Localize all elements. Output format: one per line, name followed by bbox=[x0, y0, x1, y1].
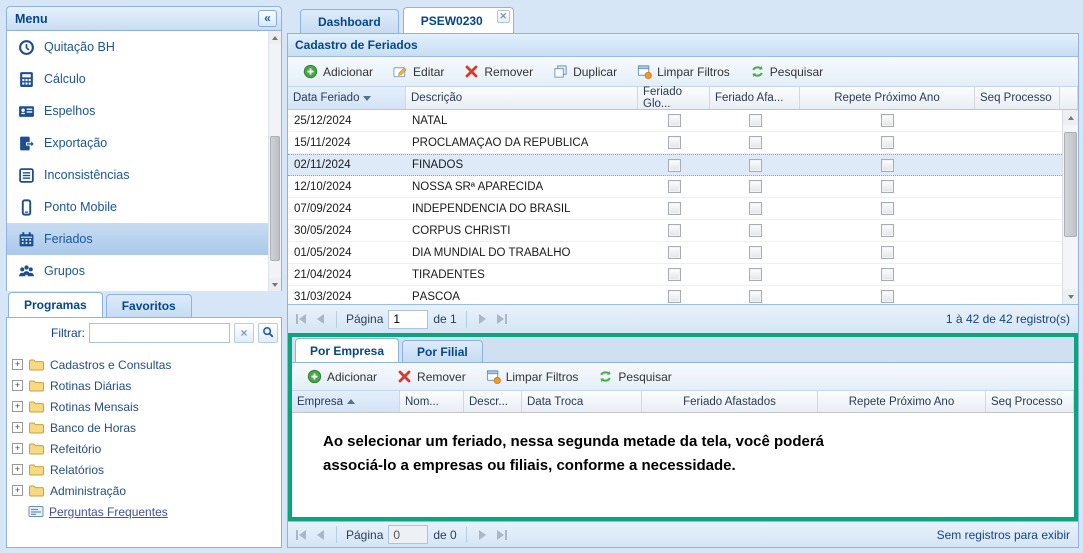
sidebar-tabs bbox=[6, 291, 282, 317]
grid-scrollbar[interactable] bbox=[1062, 110, 1078, 304]
page-input[interactable] bbox=[388, 525, 428, 544]
calendar-icon bbox=[18, 231, 35, 248]
clear-filters-icon bbox=[486, 369, 501, 384]
duplicar-button[interactable] bbox=[544, 61, 626, 82]
filter-clear-icon[interactable]: × bbox=[234, 323, 254, 343]
repete-proximo-ano-checkbox[interactable] bbox=[881, 159, 894, 172]
sidebar-item-inconsistencias[interactable] bbox=[7, 159, 281, 191]
tree-item-relatorios[interactable] bbox=[12, 459, 281, 480]
remove-icon bbox=[397, 369, 412, 384]
repete-proximo-ano-checkbox[interactable] bbox=[881, 290, 894, 303]
table-row[interactable] bbox=[288, 110, 1078, 132]
sidebar-menu bbox=[6, 31, 282, 291]
tree-item-label: Administração bbox=[50, 483, 127, 498]
limpar-filtros-button[interactable] bbox=[477, 366, 588, 387]
tree-item-label: Banco de Horas bbox=[50, 420, 137, 435]
feriado-afastados-checkbox[interactable] bbox=[749, 290, 762, 303]
tree-item-rotinas-diarias[interactable] bbox=[12, 375, 281, 396]
feriado-global-checkbox[interactable] bbox=[668, 202, 681, 215]
column-header-feriado-global[interactable]: Feriado Glo... bbox=[638, 87, 710, 109]
repete-proximo-ano-checkbox[interactable] bbox=[881, 202, 894, 215]
page-input[interactable] bbox=[388, 310, 428, 329]
sort-desc-icon bbox=[363, 96, 371, 101]
button-label: Editar bbox=[413, 64, 445, 79]
repete-proximo-ano-checkbox[interactable] bbox=[881, 246, 894, 259]
column-header-descricao[interactable]: Descr... bbox=[464, 391, 522, 412]
annotation-highlight-box bbox=[288, 333, 1078, 521]
folder-icon bbox=[28, 442, 45, 455]
export-icon bbox=[18, 135, 35, 152]
menu-item-label: Ponto Mobile bbox=[44, 200, 117, 214]
first-page-button[interactable] bbox=[293, 530, 309, 540]
feriado-afastados-checkbox[interactable] bbox=[749, 159, 762, 172]
sidebar-header bbox=[6, 6, 282, 31]
edit-icon bbox=[393, 64, 408, 79]
tab-label: PSEW0230 bbox=[420, 13, 483, 28]
editar-button[interactable] bbox=[384, 61, 453, 82]
records-status: 1 à 42 de 42 registro(s) bbox=[945, 312, 1070, 326]
feriado-global-checkbox[interactable] bbox=[668, 246, 681, 259]
sidebar-item-grupos[interactable] bbox=[7, 255, 281, 287]
cell-descricao: INDEPENDÊNCIA DO BRASIL bbox=[412, 202, 571, 215]
feriados-grid-body bbox=[288, 110, 1078, 304]
prev-page-button[interactable] bbox=[314, 314, 327, 324]
menu-item-label: Exportação bbox=[44, 136, 108, 150]
records-status: Sem registros para exibir bbox=[936, 527, 1070, 542]
expand-icon[interactable]: + bbox=[12, 401, 23, 412]
pesquisar-button[interactable] bbox=[741, 61, 832, 82]
panel-title: Cadastro de Feriados bbox=[288, 34, 1078, 57]
clear-filters-icon bbox=[637, 64, 652, 79]
cell-descricao: PROCLAMAÇÃO DA REPÚBLICA bbox=[412, 136, 589, 149]
feriados-pager bbox=[288, 304, 1078, 333]
tree-item-label: Cadastros e Consultas bbox=[50, 357, 172, 372]
scrollbar-thumb[interactable] bbox=[1064, 132, 1077, 237]
button-label: Duplicar bbox=[573, 64, 618, 79]
feriado-afastados-checkbox[interactable] bbox=[749, 246, 762, 259]
table-row[interactable] bbox=[288, 286, 1078, 304]
cell-descricao: FINADOS bbox=[412, 159, 464, 171]
expand-icon[interactable]: + bbox=[12, 359, 23, 370]
next-page-button[interactable] bbox=[476, 314, 489, 324]
cell-data-feriado: 30/05/2024 bbox=[294, 224, 352, 237]
tab-programas[interactable] bbox=[8, 292, 103, 317]
table-row[interactable] bbox=[288, 220, 1078, 242]
feriado-global-checkbox[interactable] bbox=[668, 159, 681, 172]
column-header-repete-proximo-ano[interactable]: Repete Próximo Ano bbox=[800, 87, 975, 109]
cell-data-feriado: 01/05/2024 bbox=[294, 246, 352, 259]
menu-item-label: Quitação BH bbox=[44, 40, 115, 54]
cell-descricao: CORPUS CHRISTI bbox=[412, 224, 511, 237]
button-label: Remover bbox=[417, 369, 466, 384]
repete-proximo-ano-checkbox[interactable] bbox=[881, 268, 894, 281]
page-label: Página bbox=[346, 527, 384, 542]
next-page-button[interactable] bbox=[476, 530, 489, 540]
clock-icon bbox=[18, 39, 35, 56]
sidebar bbox=[6, 6, 282, 548]
tab-label: Dashboard bbox=[318, 14, 381, 29]
cell-descricao: NOSSA SRª APARECIDA bbox=[412, 180, 544, 193]
tab-label: Por Empresa bbox=[310, 343, 385, 358]
faq-icon bbox=[28, 505, 44, 518]
filter-row bbox=[7, 318, 281, 347]
cell-data-feriado: 12/10/2024 bbox=[294, 180, 352, 193]
column-header-seq-processo[interactable]: Seq Processo bbox=[986, 391, 1074, 412]
button-label: Pesquisar bbox=[769, 64, 824, 79]
scrollbar-thumb[interactable] bbox=[270, 136, 280, 261]
menu-item-label: Grupos bbox=[44, 264, 85, 278]
expand-icon[interactable]: + bbox=[12, 464, 23, 475]
column-header-feriado-afastados[interactable]: Feriado Afa... bbox=[710, 87, 800, 109]
sidebar-item-feriados[interactable] bbox=[7, 223, 281, 255]
tree-item-perguntas-frequentes[interactable] bbox=[12, 501, 281, 522]
button-label: Adicionar bbox=[327, 369, 378, 384]
feriados-panel bbox=[287, 33, 1079, 548]
sidebar-item-exportacao[interactable] bbox=[7, 127, 281, 159]
feriado-afastados-checkbox[interactable] bbox=[749, 180, 762, 193]
folder-icon bbox=[28, 358, 45, 371]
folder-icon bbox=[28, 463, 45, 476]
remover-button[interactable] bbox=[388, 366, 475, 387]
feriado-global-checkbox[interactable] bbox=[668, 136, 681, 149]
folder-icon bbox=[28, 421, 45, 434]
page-of-label: de 0 bbox=[433, 527, 457, 542]
folder-icon bbox=[28, 484, 45, 497]
feriado-afastados-checkbox[interactable] bbox=[749, 268, 762, 281]
cell-data-feriado: 15/11/2024 bbox=[294, 136, 351, 149]
table-row[interactable] bbox=[288, 198, 1078, 220]
adicionar-button[interactable] bbox=[298, 366, 386, 387]
tab-psew0230[interactable] bbox=[403, 7, 514, 33]
tree-item-label[interactable]: Perguntas Frequentes bbox=[49, 504, 168, 519]
cell-data-feriado: 21/04/2024 bbox=[294, 268, 352, 281]
tree-item-banco-de-horas[interactable] bbox=[12, 417, 281, 438]
detail-toolbar bbox=[292, 363, 1074, 391]
column-header-descricao[interactable]: Descrição bbox=[406, 87, 638, 109]
duplicate-icon bbox=[553, 64, 568, 79]
sidebar-item-espelhos[interactable] bbox=[7, 95, 281, 127]
feriado-global-checkbox[interactable] bbox=[668, 114, 681, 127]
sidebar-title: Menu bbox=[15, 11, 48, 26]
table-row[interactable] bbox=[288, 264, 1078, 286]
table-row-selected[interactable] bbox=[288, 154, 1078, 176]
main-area bbox=[287, 6, 1079, 548]
close-icon[interactable]: ✕ bbox=[497, 10, 510, 23]
cell-data-feriado: 25/12/2024 bbox=[294, 114, 352, 127]
repete-proximo-ano-checkbox[interactable] bbox=[881, 136, 894, 149]
detail-tab-strip bbox=[292, 337, 1074, 363]
refresh-icon bbox=[750, 64, 765, 79]
feriado-global-checkbox[interactable] bbox=[668, 224, 681, 237]
cell-data-feriado: 07/09/2024 bbox=[294, 202, 352, 215]
folder-icon bbox=[28, 379, 45, 392]
filter-label: Filtrar: bbox=[51, 325, 85, 340]
refresh-icon bbox=[598, 369, 613, 384]
column-header-empresa[interactable]: Empresa bbox=[292, 391, 400, 412]
folder-icon bbox=[28, 400, 45, 413]
column-header-data-troca[interactable]: Data Troca bbox=[522, 391, 642, 412]
feriado-afastados-checkbox[interactable] bbox=[749, 136, 762, 149]
button-label: Adicionar bbox=[323, 64, 374, 79]
table-row[interactable] bbox=[288, 176, 1078, 198]
sidebar-item-ponto-mobile[interactable] bbox=[7, 191, 281, 223]
sidebar-item-quitacao-bh[interactable] bbox=[7, 31, 281, 63]
tree-item-label: Rotinas Mensais bbox=[50, 399, 139, 414]
button-label: Pesquisar bbox=[618, 369, 672, 384]
tree-item-administracao[interactable] bbox=[12, 480, 281, 501]
tab-por-empresa[interactable] bbox=[295, 338, 399, 362]
detail-pager bbox=[288, 521, 1078, 547]
last-page-button[interactable] bbox=[494, 530, 510, 540]
expand-icon[interactable]: + bbox=[12, 422, 23, 433]
cell-data-feriado: 02/11/2024 bbox=[294, 159, 351, 171]
add-icon bbox=[307, 369, 322, 384]
tab-label: Por Filial bbox=[417, 344, 468, 359]
id-card-icon bbox=[18, 103, 35, 120]
pesquisar-button[interactable] bbox=[589, 366, 680, 387]
cell-descricao: PÁSCOA bbox=[412, 290, 460, 303]
expand-icon[interactable]: + bbox=[12, 485, 23, 496]
button-label: Remover bbox=[484, 64, 534, 79]
tree-item-refeitorio[interactable] bbox=[12, 438, 281, 459]
table-row[interactable] bbox=[288, 242, 1078, 264]
mobile-icon bbox=[18, 199, 35, 216]
tree-item-label: Relatórios bbox=[50, 462, 105, 477]
sidebar-collapse-button[interactable]: « bbox=[258, 10, 277, 27]
menu-item-label: Feriados bbox=[44, 232, 93, 246]
main-tab-strip bbox=[287, 6, 1079, 33]
page-label: Página bbox=[346, 312, 384, 326]
feriado-afastados-checkbox[interactable] bbox=[749, 114, 762, 127]
expand-icon[interactable]: + bbox=[12, 380, 23, 391]
tab-dashboard[interactable] bbox=[300, 9, 399, 33]
detail-grid-header bbox=[292, 391, 1074, 413]
tab-por-filial[interactable] bbox=[402, 340, 483, 362]
annotation-text: Ao selecionar um feriado, nessa segunda metade da tela, você poderá associá-lo a empresas ou filiais, conforme a necessidade. bbox=[323, 433, 825, 474]
list-icon bbox=[18, 167, 35, 184]
menu-item-label: Espelhos bbox=[44, 104, 96, 118]
repete-proximo-ano-checkbox[interactable] bbox=[881, 114, 894, 127]
add-icon bbox=[303, 64, 318, 79]
scroll-up-icon[interactable] bbox=[269, 31, 281, 44]
expand-icon[interactable]: + bbox=[12, 443, 23, 454]
cell-descricao: DIA MUNDIAL DO TRABALHO bbox=[412, 246, 571, 259]
scroll-down-icon[interactable] bbox=[269, 278, 281, 291]
feriados-grid-header bbox=[288, 87, 1078, 110]
button-label: Limpar Filtros bbox=[505, 369, 579, 384]
menu-item-label: Inconsistências bbox=[44, 168, 130, 182]
column-header-seq-processo[interactable]: Seq Processo bbox=[975, 87, 1060, 109]
tree-item-rotinas-mensais[interactable] bbox=[12, 396, 281, 417]
feriado-afastados-checkbox[interactable] bbox=[749, 224, 762, 237]
sidebar-item-calculo[interactable] bbox=[7, 63, 281, 95]
remove-icon bbox=[464, 64, 479, 79]
cell-data-feriado: 31/03/2024 bbox=[294, 290, 352, 303]
cell-descricao: NATAL bbox=[412, 114, 448, 127]
repete-proximo-ano-checkbox[interactable] bbox=[881, 180, 894, 193]
feriados-toolbar bbox=[288, 57, 1078, 87]
scroll-down-icon[interactable] bbox=[1063, 289, 1078, 304]
tree-item-cadastros-e-consultas[interactable] bbox=[12, 354, 281, 375]
filter-input[interactable] bbox=[89, 323, 230, 343]
adicionar-button[interactable] bbox=[294, 61, 382, 82]
cell-descricao: TIRADENTES bbox=[412, 268, 485, 281]
scroll-up-icon[interactable] bbox=[1063, 110, 1078, 125]
column-header-feriado-afastados[interactable]: Feriado Afastados bbox=[642, 391, 818, 412]
programs-tree bbox=[7, 347, 281, 522]
menu-item-label: Cálculo bbox=[44, 72, 86, 86]
table-row[interactable] bbox=[288, 132, 1078, 154]
feriado-afastados-checkbox[interactable] bbox=[749, 202, 762, 215]
page-of-label: de 1 bbox=[433, 312, 457, 326]
prev-page-button[interactable] bbox=[314, 530, 327, 540]
search-icon[interactable] bbox=[258, 323, 278, 343]
column-header-nome[interactable]: Nom... bbox=[400, 391, 464, 412]
users-icon bbox=[18, 263, 35, 280]
detail-grid-body bbox=[292, 413, 1074, 517]
feriado-global-checkbox[interactable] bbox=[668, 290, 681, 303]
last-page-button[interactable] bbox=[494, 314, 510, 324]
sort-asc-icon bbox=[347, 399, 355, 404]
feriado-global-checkbox[interactable] bbox=[668, 180, 681, 193]
tree-item-label: Refeitório bbox=[50, 441, 102, 456]
column-header-data-feriado[interactable]: Data Feriado bbox=[288, 87, 406, 109]
tab-label: Programas bbox=[24, 298, 87, 312]
tab-favoritos[interactable] bbox=[106, 294, 192, 317]
remover-button[interactable] bbox=[455, 61, 542, 82]
column-header-repete-proximo-ano[interactable]: Repete Próximo Ano bbox=[818, 391, 986, 412]
tab-label: Favoritos bbox=[121, 299, 176, 313]
sidebar-scrollbar[interactable] bbox=[268, 31, 281, 291]
tree-item-label: Rotinas Diárias bbox=[50, 378, 132, 393]
programs-panel bbox=[6, 317, 282, 548]
repete-proximo-ano-checkbox[interactable] bbox=[881, 224, 894, 237]
limpar-filtros-button[interactable] bbox=[628, 61, 739, 82]
button-label: Limpar Filtros bbox=[657, 64, 730, 79]
first-page-button[interactable] bbox=[293, 314, 309, 324]
feriado-global-checkbox[interactable] bbox=[668, 268, 681, 281]
calculator-icon bbox=[18, 71, 35, 88]
